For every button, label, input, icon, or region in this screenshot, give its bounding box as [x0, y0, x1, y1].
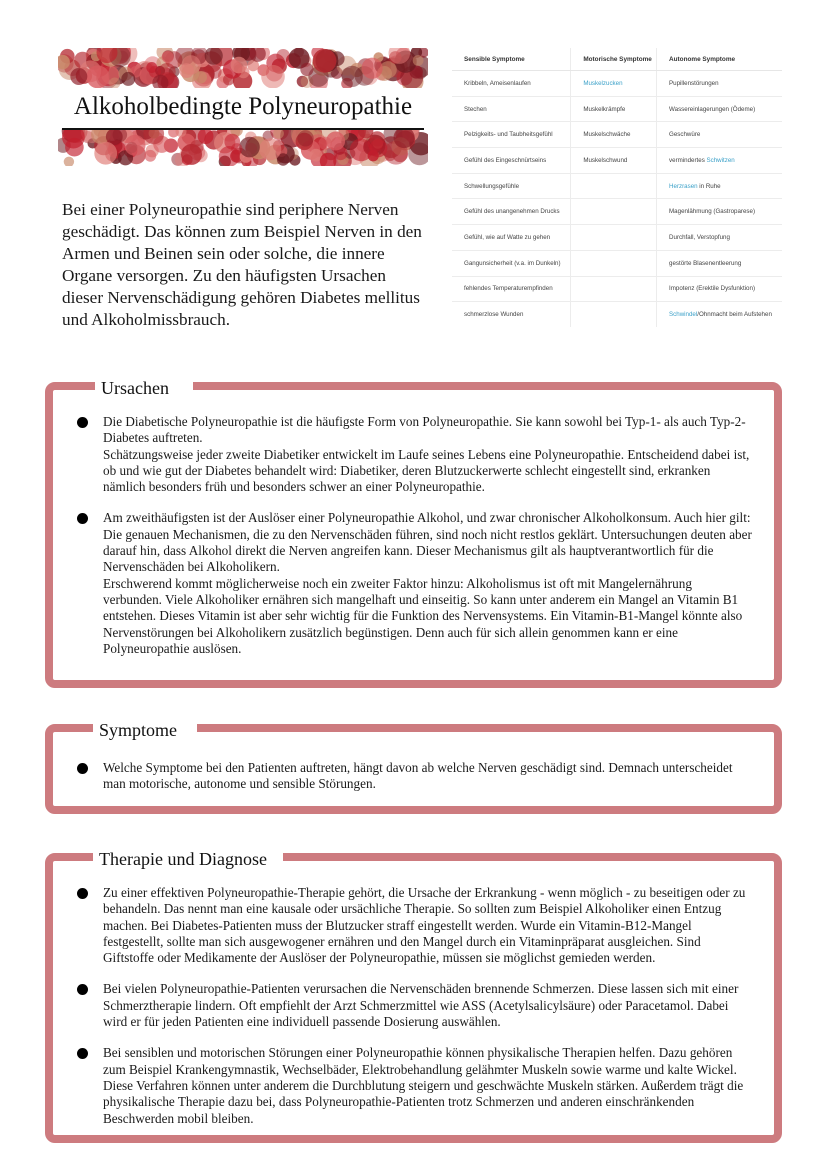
section-title: Symptome: [99, 720, 178, 740]
table-header-row: [452, 48, 782, 71]
bullet-text: Bei sensiblen und motorischen Störungen einer Polyneuropathie können physikalische Therapien helfen. Dazu gehören zum Beispiel Krankengymnastik, Wechselbäder, Elektrobehandlung gelähmter Muskeln sowie warme und kalte Wickel. Diese Verfahren können unter anderem die Durchblutung steigern und geschwächte Muskeln stärken. Außerdem trägt die physikalische Therapie dazu bei, dass Polyneuropathie-Patienten trotz Schmerzen und anderen einschränkenden Beschwerden mobil bleiben.: [103, 1045, 744, 1126]
decorative-dot: [121, 72, 135, 86]
table-row: [452, 225, 782, 251]
table-cell: Schwellungsgefühle: [452, 173, 571, 199]
table-cell: [571, 71, 657, 97]
list-item: [103, 981, 754, 1030]
list-item: [103, 414, 754, 495]
decorative-dot: [179, 63, 194, 78]
table-cell: Impotenz (Erektile Dysfunktion): [657, 276, 782, 302]
bullet-icon: [77, 888, 88, 899]
table-link[interactable]: Muskelzucken: [583, 79, 623, 87]
bullet-text: Bei vielen Polyneuropathie-Patienten verursachen die Nervenschäden brennende Schmerzen. Diese lassen sich mit einer Schmerztherapie lindern. Oft empfiehlt der Arzt Schmerzmittel wie ASS (Acetylsalicylsäure) oder Paracetamol. Dabei wird er für jeden Patienten eine individuell passende Dosierung auswählen.: [103, 981, 739, 1030]
table-cell: Muskelschwund: [571, 148, 657, 174]
section-body: [103, 414, 754, 657]
list-item: [103, 1045, 754, 1126]
table-row: [452, 250, 782, 276]
symptom-table: [452, 48, 782, 327]
bullet-text: Welche Symptome bei den Patienten auftreten, hängt davon ab welche Nerven geschädigt sind. Demnach unterscheidet man motorische, autonome und sensible Störungen.: [103, 760, 733, 792]
table-cell: Magenlähmung (Gastroparese): [657, 199, 782, 225]
section-title: Therapie und Diagnose: [99, 849, 267, 869]
table-cell: Pelzigkeits- und Taubheitsgefühl: [452, 122, 571, 148]
decorative-dot: [261, 65, 285, 89]
table-row: [452, 148, 782, 174]
bullet-text: Am zweithäufigsten ist der Auslöser einer Polyneuropathie Alkohol, und zwar chronischer Alkoholkonsum. Auch hier gilt: Die genauen Mechanismen, die zu den Nervenschäden führen, sind noch nicht restlos geklärt. Untersuchungen deuten aber darauf hin, dass Alkohol direkt die Nerven angreifen kann. Dieser Mechanismus gilt als hauptverantwortlich für die Nervenschäden bei Alkoholikern. Erschwerend kommt möglicherweise noch ein zweiter Faktor hinzu: Alkoholismus ist oft mit Mangelernährung verbunden. Viele Alkoholiker ernähren sich mangelhaft und einseitig. So kann unter anderem ein Mangel an Vitamin B1 entstehen. Dieses Vitamin ist aber sehr wichtig für die Funktion des Nervensystems. Ein Vitamin-B1-Mangel könnte also Nervenstörungen bei Alkoholikern zusätzlich begünstigen. Denn auch für sich allein genommen kann er eine Polyneuropathie auslösen.: [103, 510, 752, 656]
table-cell: vermindertes Schwitzen: [657, 148, 782, 174]
table-cell: Schwindel/Ohnmacht beim Aufstehen: [657, 302, 782, 327]
table-cell: Gangunsicherheit (v.a. im Dunkeln): [452, 250, 571, 276]
decorative-dot: [231, 143, 242, 154]
bullet-icon: [77, 417, 88, 428]
decorative-dot: [70, 68, 87, 85]
bullet-icon: [77, 763, 88, 774]
decorative-dot: [198, 128, 214, 144]
table-link[interactable]: Herzrasen: [669, 182, 698, 190]
decorative-dot: [350, 139, 373, 162]
section-body: [103, 885, 754, 1127]
table-row: [452, 173, 782, 199]
list-item: [103, 885, 754, 966]
table-row: [452, 122, 782, 148]
section-therapie: [45, 849, 782, 1143]
decorative-dot: [413, 55, 424, 66]
table-row: [452, 276, 782, 302]
decorative-dot: [144, 150, 156, 162]
table-header-sensible: Sensible Symptome: [452, 48, 571, 71]
table-header-autonome: Autonome Symptome: [657, 48, 782, 71]
table-cell: Wassereinlagerungen (Ödeme): [657, 96, 782, 122]
decorative-dot: [259, 138, 281, 160]
section-title: Ursachen: [101, 378, 169, 398]
decorative-dot: [86, 65, 109, 88]
table-link[interactable]: Schwindel: [669, 311, 698, 319]
table-cell: Geschwüre: [657, 122, 782, 148]
table-cell: Gefühl, wie auf Watte zu gehen: [452, 225, 571, 251]
decorative-dot: [297, 130, 313, 146]
section-ursachen: [45, 378, 782, 688]
table-cell: [571, 250, 657, 276]
title-underline: [62, 128, 424, 130]
bullet-icon: [77, 513, 88, 524]
decorative-dot: [181, 144, 202, 165]
decorative-dot: [231, 57, 248, 74]
table-cell: Gefühl des Eingeschnürtseins: [452, 148, 571, 174]
bullet-icon: [77, 984, 88, 995]
table-cell: [571, 173, 657, 199]
bullet-text: Zu einer effektiven Polyneuropathie-Therapie gehört, die Ursache der Erkrankung - wenn möglich - zu beseitigen oder zu behandeln. Das nennt man eine kausale oder ursächliche Therapie. So sollten zum Beispiel Alkoholiker einen Entzug machen. Bei Diabetes-Patienten muss der Blutzucker straff eingestellt werden. Wurde ein Vitamin-B12-Mangel festgestellt, sollte man sich ausgewogener ernähren und den Mangel durch ein Vitaminpräparat ausgleichen. Sind Giftstoffe oder Medikamente der Auslöser der Polyneuropathie, müssen sie möglichst gemieden werden.: [103, 885, 746, 966]
table-cell: [571, 199, 657, 225]
table-cell: Muskelschwäche: [571, 122, 657, 148]
decorative-dot: [208, 65, 222, 79]
page-title: Alkoholbedingte Polyneuropathie: [73, 93, 413, 120]
list-item: [103, 510, 754, 657]
table-cell: Kribbeln, Ameisenlaufen: [452, 71, 571, 97]
table-row: [452, 71, 782, 97]
decorative-dot: [394, 127, 415, 148]
decorative-dot: [342, 66, 363, 87]
table-cell: Stechen: [452, 96, 571, 122]
table-header-motorische: Motorische Symptome: [571, 48, 657, 71]
table-link[interactable]: Schwitzen: [706, 156, 735, 164]
decorative-dot: [162, 51, 174, 63]
decorative-dot: [326, 132, 345, 151]
section-body: [103, 760, 754, 793]
bullet-text: Die Diabetische Polyneuropathie ist die häufigste Form von Polyneuropathie. Sie kann sowohl bei Typ-1- als auch Typ-2-Diabetes auftreten. Schätzungsweise jeder zweite Diabetiker entwickelt im Laufe seines Lebens eine Polyneuropathie. Entscheidend dabei ist, ob und wie gut der Diabetes behandelt wird: Diabetiker, deren Blutzuckerwerte schlecht eingestellt sind, erkranken nämlich besonders früh und besonders schwer an einer Polyneuropathie.: [103, 414, 750, 495]
decorative-dot: [94, 142, 117, 165]
table-cell: Muskelkrämpfe: [571, 96, 657, 122]
table-cell: [571, 225, 657, 251]
table-cell: fehlendes Temperaturempfinden: [452, 276, 571, 302]
table-cell: Gefühl des unangenehmen Drucks: [452, 199, 571, 225]
decorative-dot: [313, 49, 337, 73]
list-item: [103, 760, 754, 793]
decorative-dot: [125, 135, 146, 156]
decorative-dot: [239, 137, 260, 158]
table-body: [452, 71, 782, 327]
section-symptome: [45, 720, 782, 814]
table-cell: gestörte Blasenentleerung: [657, 250, 782, 276]
intro-paragraph: Bei einer Polyneuropathie sind periphere Nerven geschädigt. Das können zum Beispiel Nerven in den Armen und Beinen sein oder solche, die innere Organe versorgen. Zu den häufigsten Ursachen dieser Nervenschädigung gehören Diabetes mellitus und Alkoholmissbrauch.: [62, 200, 422, 329]
table-cell: Herzrasen in Ruhe: [657, 173, 782, 199]
decorative-dot: [65, 138, 84, 157]
table-row: [452, 96, 782, 122]
decorative-dot: [362, 58, 383, 79]
decorative-dot: [64, 157, 74, 166]
decorative-dot: [369, 139, 387, 157]
table-cell: Pupillenstörungen: [657, 71, 782, 97]
decorative-dot: [276, 49, 290, 63]
table-cell: [571, 276, 657, 302]
table-cell: [571, 302, 657, 327]
table-row: [452, 199, 782, 225]
table-row: [452, 302, 782, 327]
table-cell: Durchfall, Verstopfung: [657, 225, 782, 251]
bullet-icon: [77, 1048, 88, 1059]
title-block: [58, 48, 428, 166]
decorative-dot: [300, 63, 313, 76]
table-cell: schmerzlose Wunden: [452, 302, 571, 327]
